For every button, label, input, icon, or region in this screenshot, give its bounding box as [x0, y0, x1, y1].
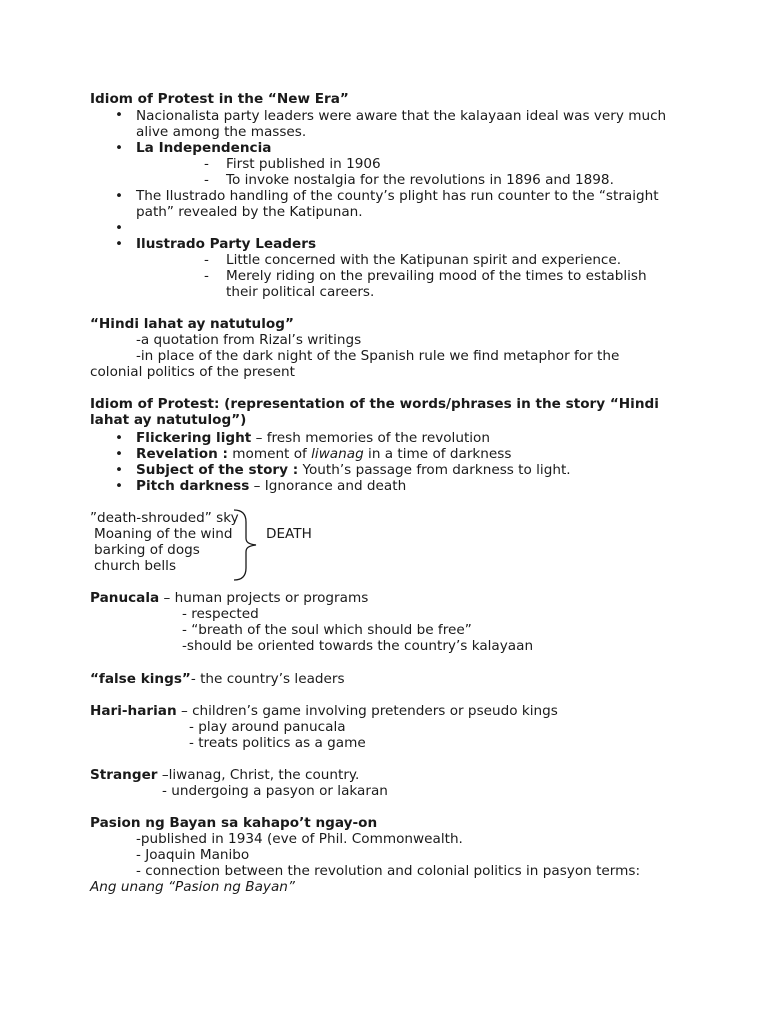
bullet-dot: • — [115, 446, 124, 462]
text-line: their political careers. — [226, 284, 375, 300]
text-line: Nacionalista party leaders were aware that the kalayaan ideal was very much — [136, 108, 667, 124]
curly-brace-icon — [228, 508, 262, 582]
text-line-italic: Ang unang “Pasion ng Bayan” — [90, 879, 295, 895]
definition: - the country’s leaders — [190, 671, 345, 687]
definition: moment of — [227, 446, 312, 462]
term: Flickering light — [136, 430, 252, 446]
text-line: Merely riding on the prevailing mood of the times to establish — [226, 268, 647, 284]
text-line: alive among the masses. — [136, 124, 307, 140]
term: Stranger — [90, 767, 158, 783]
text-line: - treats politics as a game — [189, 735, 366, 751]
section-heading-idiom-representation: Idiom of Protest: (representation of the words/phrases in the story “Hindi — [90, 396, 659, 412]
text-line: - “breath of the soul which should be free” — [182, 622, 472, 638]
text-line: To invoke nostalgia for the revolutions in 1896 and 1898. — [226, 172, 614, 188]
text-line: path” revealed by the Katipunan. — [136, 204, 363, 220]
text-line: colonial politics of the present — [90, 364, 295, 380]
bullet-dot: • — [115, 188, 124, 204]
definition: in a time of darkness — [363, 446, 512, 462]
text-line: -in place of the dark night of the Spanish rule we find metaphor for the — [136, 348, 620, 364]
definition: – fresh memories of the revolution — [251, 430, 490, 446]
section-heading-hindi-lahat: “Hindi lahat ay natutulog” — [90, 316, 294, 332]
item-panucala — [90, 590, 368, 606]
item-pitch-darkness — [136, 478, 406, 494]
definition: – Ignorance and death — [249, 478, 407, 494]
bullet-dot: • — [115, 107, 124, 123]
definition: – children’s game involving pretenders or pseudo kings — [176, 703, 558, 719]
text-line: church bells — [94, 558, 177, 574]
text-line: First published in 1906 — [226, 156, 381, 172]
definition: – human projects or programs — [159, 590, 369, 606]
bullet-dot: • — [115, 430, 124, 446]
item-subject-of-story — [136, 462, 571, 478]
text-line: ”death-shrouded” sky — [90, 510, 239, 526]
text-line: - Joaquin Manibo — [136, 847, 250, 863]
item-revelation — [136, 446, 511, 462]
bullet-dot: • — [115, 140, 124, 156]
text-line: The Ilustrado handling of the county’s plight has run counter to the “straight — [136, 188, 659, 204]
item-la-independencia: La Independencia — [136, 140, 272, 156]
item-ilustrado-party-leaders: Ilustrado Party Leaders — [136, 236, 317, 252]
item-hari-harian — [90, 703, 558, 719]
text-line: -published in 1934 (eve of Phil. Commonwealth. — [136, 831, 463, 847]
term: Revelation : — [136, 446, 228, 462]
term: Hari-harian — [90, 703, 177, 719]
dash-marker: - — [204, 172, 209, 188]
bullet-dot: • — [115, 236, 124, 252]
text-line: -a quotation from Rizal’s writings — [136, 332, 362, 348]
section-heading-pasion: Pasion ng Bayan sa kahapo’t ngay-on — [90, 815, 378, 831]
bullet-dot: • — [115, 220, 124, 236]
dash-marker: - — [204, 268, 209, 284]
bullet-dot: • — [115, 462, 124, 478]
dash-marker: - — [204, 252, 209, 268]
section-heading-new-era: Idiom of Protest in the “New Era” — [90, 91, 349, 107]
item-stranger — [90, 767, 359, 783]
term: Pitch darkness — [136, 478, 250, 494]
term: Panucala — [90, 590, 160, 606]
death-label: DEATH — [266, 526, 312, 542]
text-line: Moaning of the wind — [94, 526, 233, 542]
text-line: - connection between the revolution and colonial politics in pasyon terms: — [136, 863, 641, 879]
item-false-kings — [90, 671, 345, 687]
definition: Youth’s passage from darkness to light. — [298, 462, 571, 478]
dash-marker: - — [204, 156, 209, 172]
section-heading-idiom-representation-cont: lahat ay natutulog”) — [90, 412, 247, 428]
term: Subject of the story : — [136, 462, 299, 478]
text-line: - respected — [182, 606, 259, 622]
text-line: barking of dogs — [94, 542, 200, 558]
italic-word: liwanag — [311, 446, 364, 462]
text-line: -should be oriented towards the country’s kalayaan — [182, 638, 534, 654]
bullet-dot: • — [115, 478, 124, 494]
text-line: Little concerned with the Katipunan spirit and experience. — [226, 252, 622, 268]
text-line: - undergoing a pasyon or lakaran — [162, 783, 388, 799]
definition: –liwanag, Christ, the country. — [157, 767, 360, 783]
term: “false kings” — [90, 671, 191, 687]
text-line: - play around panucala — [189, 719, 346, 735]
item-flickering-light — [136, 430, 490, 446]
